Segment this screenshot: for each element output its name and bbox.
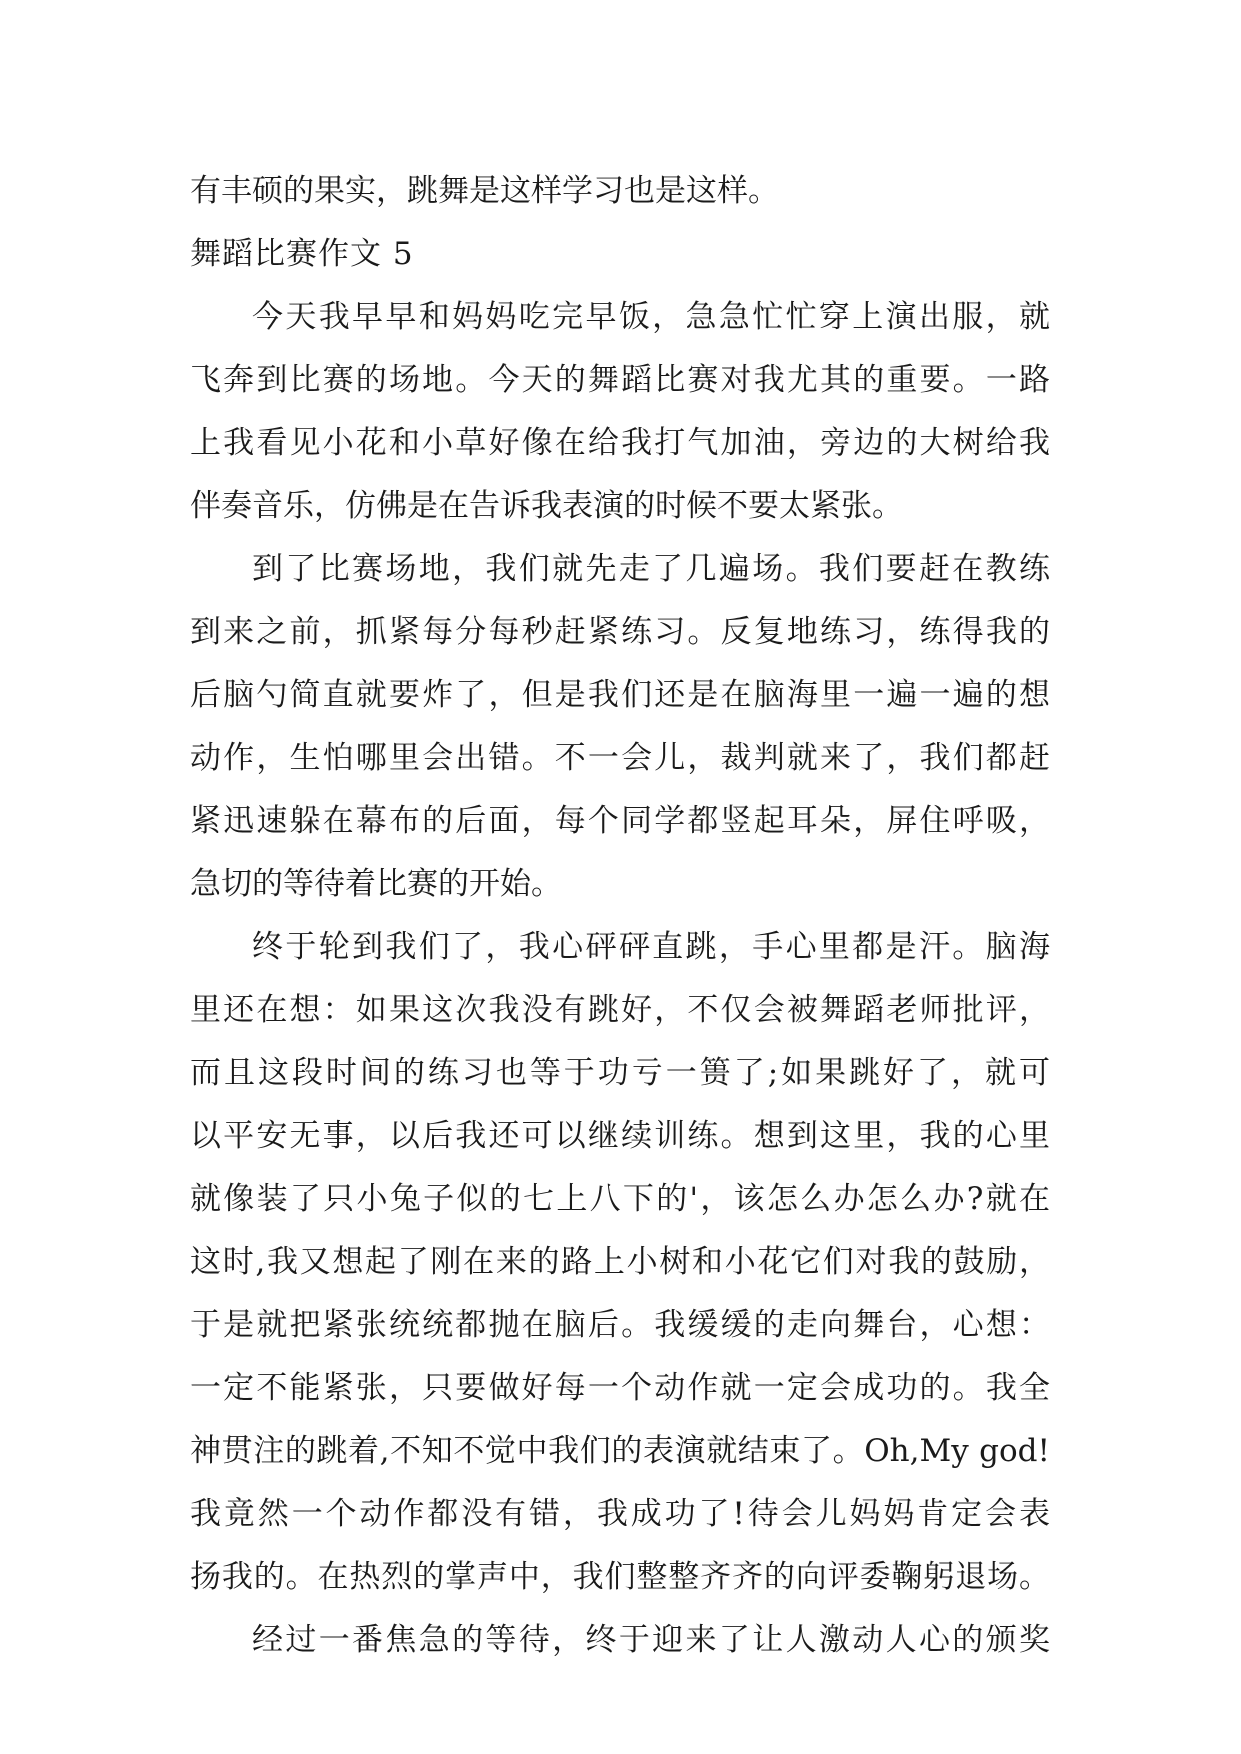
text-line: 紧迅速躲在幕布的后面，每个同学都竖起耳朵，屏住呼吸， [190, 803, 1050, 839]
text-line: 以平安无事，以后我还可以继续训练。想到这里，我的心里 [190, 1118, 1050, 1154]
text-line: 扬我的。在热烈的掌声中，我们整整齐齐的向评委鞠躬退场。 [190, 1559, 1050, 1595]
text-line: 神贯注的跳着,不知不觉中我们的表演就结束了。Oh,My god! [190, 1433, 1050, 1469]
text-line: 这时,我又想起了刚在来的路上小树和小花它们对我的鼓励， [190, 1244, 1050, 1280]
essay-body [190, 160, 1050, 1672]
text-line: 终于轮到我们了，我心砰砰直跳，手心里都是汗。脑海 [252, 929, 1050, 965]
text-line: 经过一番焦急的等待，终于迎来了让人激动人心的颁奖 [252, 1622, 1050, 1658]
text-line: 急切的等待着比赛的开始。 [190, 866, 562, 902]
section-heading: 舞蹈比赛作文 5 [190, 236, 414, 272]
text-line: 一定不能紧张，只要做好每一个动作就一定会成功的。我全 [190, 1370, 1050, 1406]
text-line: 动作，生怕哪里会出错。不一会儿，裁判就来了，我们都赶 [190, 740, 1050, 776]
text-line: 到了比赛场地，我们就先走了几遍场。我们要赶在教练 [252, 551, 1050, 587]
text-line: 上我看见小花和小草好像在给我打气加油，旁边的大树给我 [190, 425, 1050, 461]
text-line: 飞奔到比赛的场地。今天的舞蹈比赛对我尤其的重要。一路 [190, 362, 1050, 398]
text-line: 今天我早早和妈妈吃完早饭，急急忙忙穿上演出服，就 [252, 299, 1050, 335]
text-line: 于是就把紧张统统都抛在脑后。我缓缓的走向舞台，心想： [190, 1307, 1050, 1343]
text-line: 后脑勺简直就要炸了，但是我们还是在脑海里一遍一遍的想 [190, 677, 1050, 713]
text-line: 伴奏音乐，仿佛是在告诉我表演的时候不要太紧张。 [190, 488, 903, 524]
text-line: 到来之前，抓紧每分每秒赶紧练习。反复地练习，练得我的 [190, 614, 1050, 650]
text-line: 我竟然一个动作都没有错，我成功了!待会儿妈妈肯定会表 [190, 1496, 1050, 1532]
text-line: 有丰硕的果实，跳舞是这样学习也是这样。 [190, 173, 779, 209]
text-line: 就像装了只小兔子似的七上八下的'，该怎么办怎么办?就在 [190, 1181, 1050, 1217]
text-line: 里还在想：如果这次我没有跳好，不仅会被舞蹈老师批评， [190, 992, 1050, 1028]
text-line: 而且这段时间的练习也等于功亏一篑了;如果跳好了，就可 [190, 1055, 1050, 1091]
